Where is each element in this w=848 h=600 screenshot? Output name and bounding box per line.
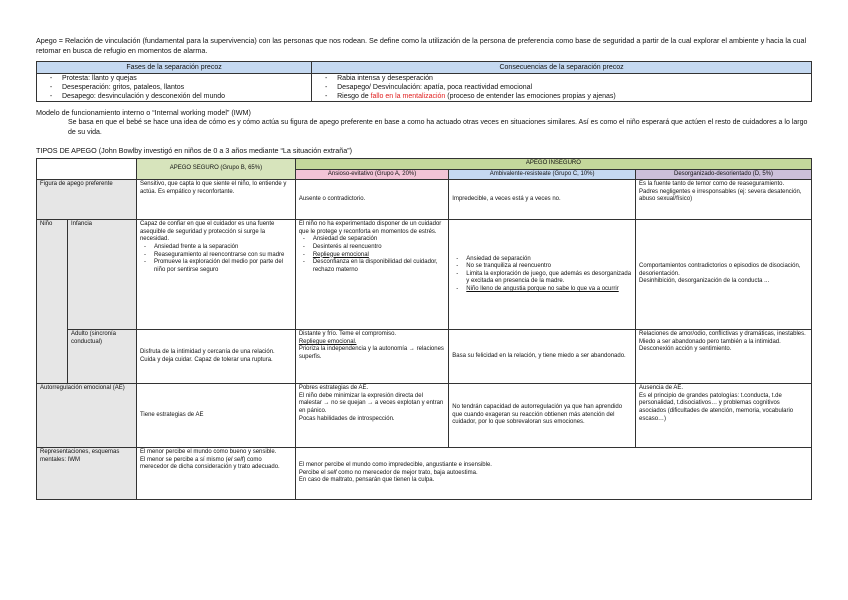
cell-secure-figura: Sensitivo, que capta lo que siente el niño, lo entiende y actúa. Es empático y reconfortante. — [136, 180, 295, 220]
cell-disorganized-figura: Es la fuente tanto de temor como de reaseguramiento. Padres negligentes e irresponsables (ej: severa desatención, abuso sexual/físico) — [636, 180, 812, 220]
phase-item: - Protesta: llanto y quejas — [37, 74, 312, 84]
secure-header: APEGO SEGURO (Grupo B, 65%) — [136, 159, 295, 180]
cell-secure-iwm: El menor percibe el mundo como bueno y sensible. El menor se percibe a sí mismo (el self) como merecedor de dicha consideración y trato adecuado. — [136, 448, 295, 500]
cell-disorganized-infancia: Comportamientos contradictorios o episodios de disociación, desorientación. Desinhibición, desorganización de la conducta ... — [636, 220, 812, 330]
insecure-header: APEGO INSEGURO — [295, 159, 811, 170]
row-label-adulto: Adulto (sincronía conductual) — [68, 330, 137, 384]
consequence-item: - Rabia intensa y desesperación — [312, 74, 812, 84]
document-page — [36, 36, 812, 500]
cell-avoidant-figura: Ausente o contradictorio. — [295, 180, 448, 220]
avoidant-header: Ansioso-evitativo (Grupo A, 20%) — [295, 169, 448, 180]
attachment-types-table — [36, 158, 812, 500]
phases-header: Fases de la separación precoz — [37, 62, 312, 74]
ambivalent-header: Ambivalente-resisteate (Grupo C, 10%) — [449, 169, 636, 180]
consequence-item: - Desapego/ Desvinculación: apatía, poca reactividad emocional — [312, 83, 812, 92]
phase-item: - Desapego: desvinculación y desconexión del mundo — [37, 92, 312, 102]
attachment-definition: Apego = Relación de vinculación (fundamental para la supervivencia) con las personas que nos rodean. Se define como la utilización de la persona de preferencia como base de seguridad a partir de la cual explorar el ambiente y hacia la cual retomar en busca de refugio en momentos de alarma. — [36, 36, 807, 55]
mentalization-highlight: fallo en la mentalización — [370, 93, 446, 100]
iwm-body: Se basa en que el bebé se hace una idea de cómo es y cómo actúa su figura de apego preferente en base a como ha actuado otras veces en situaciones similares. Así es como el niño esperará que actúen el resto de cuidadores a lo largo de su vida. — [68, 119, 808, 136]
cell-avoidant-adulto: Distante y frío. Teme el compromiso. Repliegue emocional. Prioriza la independencia y la autonomía → relaciones superfis. — [295, 330, 448, 384]
row-label-nino: Niño — [37, 220, 68, 384]
cell-insecure-iwm: El menor percibe el mundo como impredecible, angustiante e insensible. Percibe el self como no merecedor de mejor trato, baja autoestima. En caso de maltrato, pensarán que tienen la culpa. — [295, 448, 811, 500]
row-label-figura: Figura de apego preferente — [37, 180, 137, 220]
cell-secure-infancia: Capaz de confiar en que el cuidador es una fuente asequible de seguridad y protección si surge la necesidad. - Ansiedad frente a la separación - Reaseguramiento al reencontrarse con su madre - Promueve la exploración del medio por parte del niño por sentirse seguro — [136, 220, 295, 330]
iwm-title: Modelo de funcionamiento interno o “Internal working model” (IWM) — [36, 108, 251, 117]
consequences-header: Consecuencias de la separación precoz — [312, 62, 812, 74]
cell-ambivalent-adulto: Basa su felicidad en la relación, y tiene miedo a ser abandonado. — [449, 330, 636, 384]
phase-item: - Desesperación: gritos, pataleos, llantos — [37, 83, 312, 92]
types-title: TIPOS DE APEGO (John Bowlby investigó en niños de 0 a 3 años mediante “La situación extraña”) — [36, 146, 353, 155]
cell-secure-autorregulacion: Tiene estrategias de AE — [136, 384, 295, 448]
cell-secure-adulto: Disfruta de la intimidad y cercanía de una relación. Cuida y deja cuidar. Capaz de tolerar una ruptura. — [136, 330, 295, 384]
cell-avoidant-infancia: El niño no ha experimentado disponer de un cuidador que le protege y reconforta en momentos de estrés. - Ansiedad de separación - Desinterés al reencuentro - Repliegue emocional - Desconfianza en la disponibilidad del cuidador, rechazo materno — [295, 220, 448, 330]
cell-ambivalent-infancia: - Ansiedad de separación - No se tranquiliza al reencuentro - Limita la exploración de juego, que además es desorganizada y excitada en presencia de la madre. - Niño lleno de angustia porque no sabe lo que va a ocurrir — [449, 220, 636, 330]
row-label-infancia: Infancia — [68, 220, 137, 330]
separation-table — [36, 61, 812, 102]
cell-ambivalent-figura: Impredecible, a veces está y a veces no. — [449, 180, 636, 220]
disorganized-header: Desorganizado-desorientado (D, 5%) — [636, 169, 812, 180]
row-label-iwm: Representaciones, esquemas mentales: IWM — [37, 448, 137, 500]
cell-ambivalent-autorregulacion: No tendrán capacidad de autorregulación ya que han aprendido que cuando exageran su reacción obtienen más atención del cuidador, por lo que sobrevaloran sus emociones. — [449, 384, 636, 448]
consequence-item-risk: - Riesgo de fallo en la mentalización (proceso de entender las emociones propias y ajenas) — [312, 92, 812, 102]
row-label-autorregulacion: Autorregulación emocional (AE) — [37, 384, 137, 448]
cell-avoidant-autorregulacion: Pobres estrategias de AE. El niño debe minimizar la expresión directa del malestar → no se quejan → a veces explotan y entran en pánico. Pocas habilidades de introspección. — [295, 384, 448, 448]
cell-disorganized-adulto: Relaciones de amor/odio, conflictivas y dramáticas, inestables. Miedo a ser abandonado pero también a la intimidad. Desconexión acción y sentimiento. — [636, 330, 812, 384]
cell-disorganized-autorregulacion: Ausencia de AE. Es el principio de grandes patologías: t.conducta, t.de personalidad, t.disociativos… y problemas cognitivos asociados (dificultades de atención, memoria, vocabulario escaso…) — [636, 384, 812, 448]
